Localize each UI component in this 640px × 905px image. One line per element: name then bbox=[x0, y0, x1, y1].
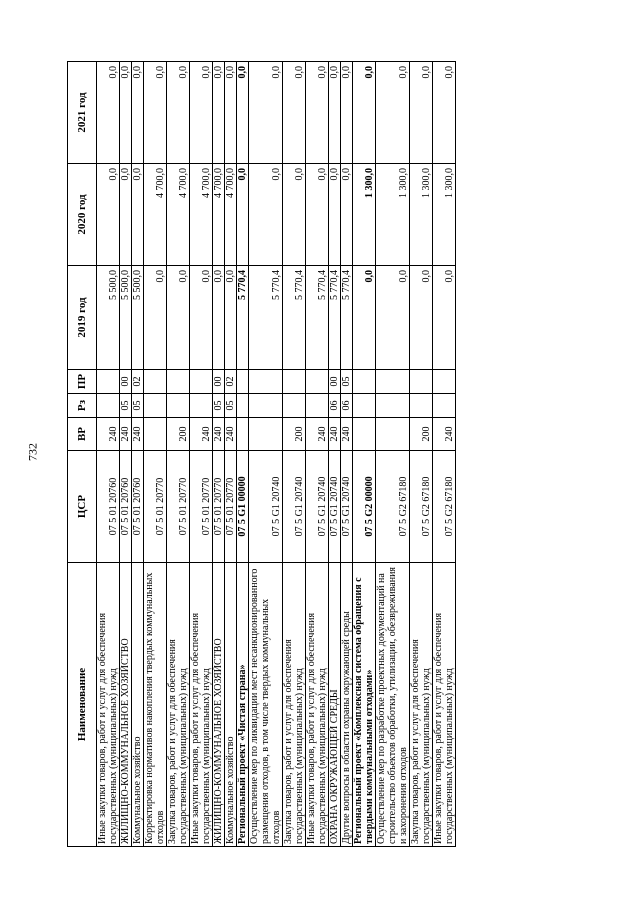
cell-2019: 0,0 bbox=[190, 266, 213, 370]
cell-pr: 02 bbox=[132, 370, 144, 394]
cell-name: Осуществление мер по разработке проектных документаций на строительство объектов обработки, утилизации, обезвреживания и захоронения отходов bbox=[376, 563, 410, 847]
cell-name: Региональный проект «Комплексная система обращения с твердыми коммунальными отходами» bbox=[353, 563, 376, 847]
cell-2021: 0,0 bbox=[167, 62, 190, 164]
cell-vr: 240 bbox=[213, 418, 225, 451]
cell-pr bbox=[190, 370, 213, 394]
cell-vr: 240 bbox=[433, 418, 456, 451]
cell-name: ЖИЛИЩНО-КОММУНАЛЬНОЕ ХОЗЯЙСТВО bbox=[213, 563, 225, 847]
cell-2020: 0,0 bbox=[283, 164, 306, 266]
cell-2021: 0,0 bbox=[283, 62, 306, 164]
cell-2019: 5 770,4 bbox=[283, 266, 306, 370]
cell-vr: 240 bbox=[341, 418, 353, 451]
cell-2020: 4 700,0 bbox=[144, 164, 167, 266]
cell-rz bbox=[410, 394, 433, 418]
table-row bbox=[190, 62, 213, 847]
table-row bbox=[433, 62, 456, 847]
cell-csr: 07 5 01 20760 bbox=[132, 451, 144, 563]
cell-2019: 0,0 bbox=[213, 266, 225, 370]
table-row bbox=[306, 62, 329, 847]
cell-csr: 07 5 01 20760 bbox=[97, 451, 120, 563]
header-rz: Рз bbox=[68, 394, 97, 418]
cell-pr: 02 bbox=[225, 370, 237, 394]
cell-name: Закупка товаров, работ и услуг для обеспечения государственных (муниципальных) нужд bbox=[167, 563, 190, 847]
cell-2020: 0,0 bbox=[120, 164, 132, 266]
cell-2019: 0,0 bbox=[410, 266, 433, 370]
table-row bbox=[144, 62, 167, 847]
cell-2020: 4 700,0 bbox=[190, 164, 213, 266]
cell-2021: 0,0 bbox=[306, 62, 329, 164]
cell-2020: 4 700,0 bbox=[225, 164, 237, 266]
cell-2021: 0,0 bbox=[329, 62, 341, 164]
cell-2020: 0,0 bbox=[306, 164, 329, 266]
cell-csr: 07 5 01 20770 bbox=[144, 451, 167, 563]
cell-vr: 240 bbox=[97, 418, 120, 451]
table-row bbox=[341, 62, 353, 847]
cell-name: Закупка товаров, работ и услуг для обеспечения государственных (муниципальных) нужд bbox=[283, 563, 306, 847]
header-vr: ВР bbox=[68, 418, 97, 451]
cell-2019: 0,0 bbox=[433, 266, 456, 370]
cell-2021: 0,0 bbox=[353, 62, 376, 164]
cell-2021: 0,0 bbox=[376, 62, 410, 164]
cell-2019: 5 500,0 bbox=[132, 266, 144, 370]
cell-name: Иные закупки товаров, работ и услуг для обеспечения государственных (муниципальных) нужд bbox=[190, 563, 213, 847]
cell-2019: 5 500,0 bbox=[97, 266, 120, 370]
cell-vr: 200 bbox=[283, 418, 306, 451]
cell-csr: 07 5 01 20770 bbox=[167, 451, 190, 563]
table-row bbox=[329, 62, 341, 847]
cell-2021: 0,0 bbox=[341, 62, 353, 164]
table-row bbox=[410, 62, 433, 847]
cell-name: ЖИЛИЩНО-КОММУНАЛЬНОЕ ХОЗЯЙСТВО bbox=[120, 563, 132, 847]
cell-2020: 1 300,0 bbox=[376, 164, 410, 266]
cell-csr: 07 5 G2 67180 bbox=[410, 451, 433, 563]
header-2020: 2020 год bbox=[68, 164, 97, 266]
cell-csr: 07 5 G2 00000 bbox=[353, 451, 376, 563]
cell-rz bbox=[353, 394, 376, 418]
cell-2019: 5 500,0 bbox=[120, 266, 132, 370]
cell-vr: 240 bbox=[225, 418, 237, 451]
cell-csr: 07 5 G1 00000 bbox=[237, 451, 249, 563]
table-row bbox=[132, 62, 144, 847]
cell-2021: 0,0 bbox=[410, 62, 433, 164]
cell-pr: 00 bbox=[213, 370, 225, 394]
cell-vr: 240 bbox=[132, 418, 144, 451]
cell-2020: 4 700,0 bbox=[167, 164, 190, 266]
cell-2021: 0,0 bbox=[225, 62, 237, 164]
cell-rz bbox=[376, 394, 410, 418]
cell-rz bbox=[97, 394, 120, 418]
cell-vr: 240 bbox=[190, 418, 213, 451]
cell-2021: 0,0 bbox=[249, 62, 283, 164]
cell-2021: 0,0 bbox=[132, 62, 144, 164]
table-row bbox=[213, 62, 225, 847]
cell-2020: 4 700,0 bbox=[213, 164, 225, 266]
cell-vr bbox=[144, 418, 167, 451]
page-number: 732 bbox=[25, 443, 40, 461]
cell-2021: 0,0 bbox=[433, 62, 456, 164]
cell-csr: 07 5 01 20770 bbox=[213, 451, 225, 563]
cell-rz: 05 bbox=[120, 394, 132, 418]
table-row bbox=[120, 62, 132, 847]
table-row bbox=[376, 62, 410, 847]
cell-rz: 05 bbox=[225, 394, 237, 418]
header-row bbox=[68, 62, 97, 847]
cell-rz: 05 bbox=[213, 394, 225, 418]
cell-csr: 07 5 G2 67180 bbox=[433, 451, 456, 563]
header-name: Наименование bbox=[68, 563, 97, 847]
cell-rz bbox=[167, 394, 190, 418]
cell-2020: 0,0 bbox=[249, 164, 283, 266]
table-row bbox=[283, 62, 306, 847]
cell-vr bbox=[376, 418, 410, 451]
header-csr: ЦСР bbox=[68, 451, 97, 563]
budget-table-container bbox=[67, 62, 582, 847]
cell-rz: 05 bbox=[132, 394, 144, 418]
cell-pr: 00 bbox=[329, 370, 341, 394]
cell-rz bbox=[433, 394, 456, 418]
cell-csr: 07 5 01 20770 bbox=[190, 451, 213, 563]
cell-rz bbox=[190, 394, 213, 418]
cell-2021: 0,0 bbox=[144, 62, 167, 164]
header-2019: 2019 год bbox=[68, 266, 97, 370]
cell-vr bbox=[237, 418, 249, 451]
table-row bbox=[225, 62, 237, 847]
cell-vr: 200 bbox=[167, 418, 190, 451]
cell-pr bbox=[306, 370, 329, 394]
cell-2019: 0,0 bbox=[225, 266, 237, 370]
cell-name: Иные закупки товаров, работ и услуг для обеспечения государственных (муниципальных) нужд bbox=[306, 563, 329, 847]
cell-name: Иные закупки товаров, работ и услуг для обеспечения государственных (муниципальных) нужд bbox=[97, 563, 120, 847]
table-row bbox=[353, 62, 376, 847]
cell-name: Закупка товаров, работ и услуг для обеспечения государственных (муниципальных) нужд bbox=[410, 563, 433, 847]
cell-2020: 0,0 bbox=[341, 164, 353, 266]
cell-2019: 5 770,4 bbox=[249, 266, 283, 370]
cell-csr: 07 5 G1 20740 bbox=[283, 451, 306, 563]
cell-csr: 07 5 01 20770 bbox=[225, 451, 237, 563]
cell-2021: 0,0 bbox=[237, 62, 249, 164]
cell-2019: 0,0 bbox=[167, 266, 190, 370]
cell-vr bbox=[249, 418, 283, 451]
cell-2020: 0,0 bbox=[329, 164, 341, 266]
table-body bbox=[97, 62, 456, 847]
table-header bbox=[68, 62, 97, 847]
header-2021: 2021 год bbox=[68, 62, 97, 164]
cell-vr bbox=[353, 418, 376, 451]
cell-2019: 5 770,4 bbox=[329, 266, 341, 370]
cell-vr: 200 bbox=[410, 418, 433, 451]
cell-name: Коммунальное хозяйство bbox=[225, 563, 237, 847]
cell-rz bbox=[306, 394, 329, 418]
cell-name: Региональный проект «Чистая страна» bbox=[237, 563, 249, 847]
cell-rz bbox=[144, 394, 167, 418]
table-row bbox=[97, 62, 120, 847]
cell-2019: 0,0 bbox=[353, 266, 376, 370]
cell-2019: 0,0 bbox=[376, 266, 410, 370]
cell-csr: 07 5 G1 20740 bbox=[249, 451, 283, 563]
cell-pr bbox=[237, 370, 249, 394]
cell-2020: 1 300,0 bbox=[410, 164, 433, 266]
cell-rz: 06 bbox=[341, 394, 353, 418]
header-pr: ПР bbox=[68, 370, 97, 394]
cell-vr: 240 bbox=[329, 418, 341, 451]
table-row bbox=[167, 62, 190, 847]
cell-name: Иные закупки товаров, работ и услуг для обеспечения государственных (муниципальных) нужд bbox=[433, 563, 456, 847]
cell-pr bbox=[433, 370, 456, 394]
cell-2021: 0,0 bbox=[97, 62, 120, 164]
cell-name: Другие вопросы в области охраны окружающей среды bbox=[341, 563, 353, 847]
cell-vr: 240 bbox=[306, 418, 329, 451]
cell-pr bbox=[97, 370, 120, 394]
cell-csr: 07 5 G1 20740 bbox=[341, 451, 353, 563]
cell-pr bbox=[353, 370, 376, 394]
cell-2019: 0,0 bbox=[144, 266, 167, 370]
cell-csr: 07 5 G1 20740 bbox=[329, 451, 341, 563]
table-row bbox=[237, 62, 249, 847]
cell-csr: 07 5 01 20760 bbox=[120, 451, 132, 563]
cell-2020: 1 300,0 bbox=[433, 164, 456, 266]
cell-rz bbox=[283, 394, 306, 418]
cell-rz: 06 bbox=[329, 394, 341, 418]
cell-pr bbox=[167, 370, 190, 394]
cell-2019: 5 770,4 bbox=[341, 266, 353, 370]
cell-pr bbox=[249, 370, 283, 394]
cell-2020: 0,0 bbox=[132, 164, 144, 266]
cell-pr bbox=[144, 370, 167, 394]
cell-2021: 0,0 bbox=[120, 62, 132, 164]
cell-2020: 0,0 bbox=[97, 164, 120, 266]
table-row bbox=[249, 62, 283, 847]
cell-pr bbox=[376, 370, 410, 394]
cell-pr: 00 bbox=[120, 370, 132, 394]
cell-name: ОХРАНА ОКРУЖАЮЩЕЙ СРЕДЫ bbox=[329, 563, 341, 847]
budget-table bbox=[67, 61, 456, 847]
cell-pr bbox=[410, 370, 433, 394]
cell-2021: 0,0 bbox=[213, 62, 225, 164]
cell-name: Осуществление мер по ликвидации мест несанкционированного размещения отходов, в том числе твердых коммунальных отходов bbox=[249, 563, 283, 847]
cell-rz bbox=[237, 394, 249, 418]
cell-pr: 05 bbox=[341, 370, 353, 394]
cell-2020: 0,0 bbox=[237, 164, 249, 266]
cell-rz bbox=[249, 394, 283, 418]
cell-name: Коммунальное хозяйство bbox=[132, 563, 144, 847]
cell-name: Корректировка нормативов накопления твердых коммунальных отходов bbox=[144, 563, 167, 847]
cell-2019: 5 770,4 bbox=[306, 266, 329, 370]
cell-vr: 240 bbox=[120, 418, 132, 451]
rotated-table-frame bbox=[67, 62, 582, 847]
cell-pr bbox=[283, 370, 306, 394]
cell-2021: 0,0 bbox=[190, 62, 213, 164]
cell-csr: 07 5 G1 20740 bbox=[306, 451, 329, 563]
cell-2020: 1 300,0 bbox=[353, 164, 376, 266]
cell-2019: 5 770,4 bbox=[237, 266, 249, 370]
cell-csr: 07 5 G2 67180 bbox=[376, 451, 410, 563]
